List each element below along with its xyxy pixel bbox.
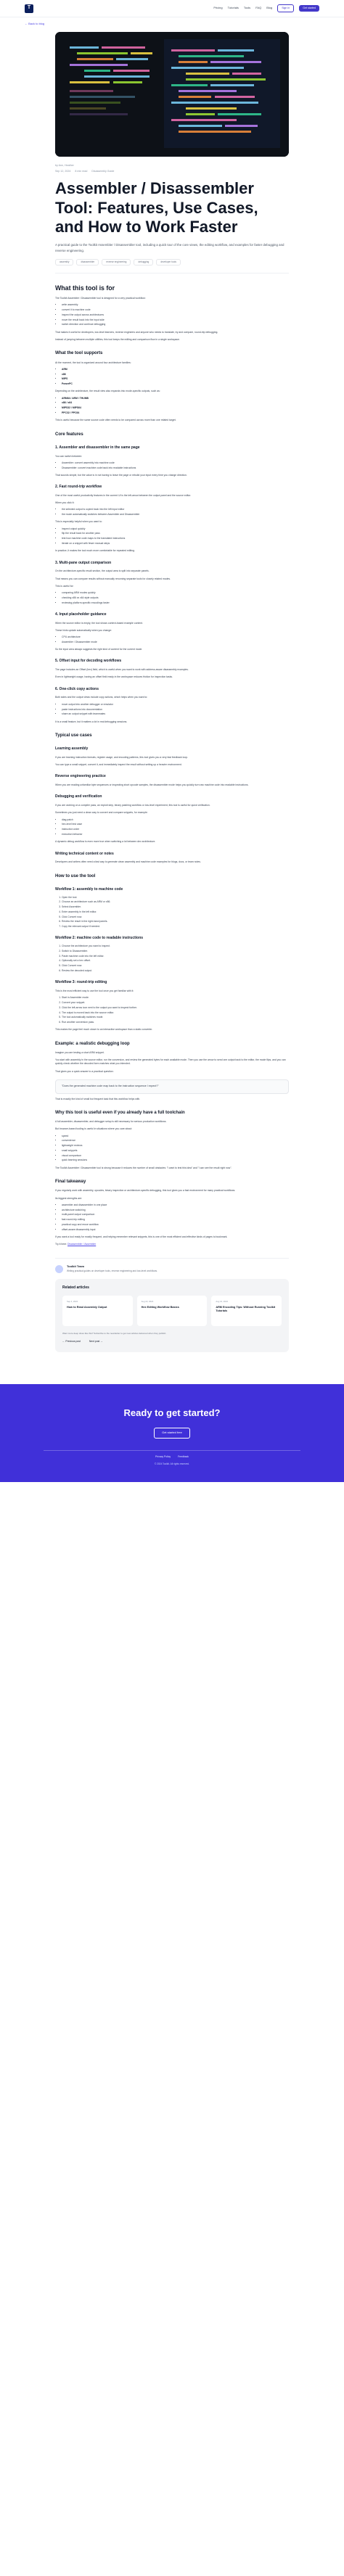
article-category: Disassembly Guide xyxy=(91,169,115,173)
section-heading-supports: What the tool supports xyxy=(55,351,103,356)
list-item: • write assembly xyxy=(62,303,289,307)
list-item: 2. Choose an architecture such as ARM or x86. xyxy=(62,900,289,904)
paragraph: The page includes an Offset (hex) field, which is useful when you want to work with address-aware disassembly examples. xyxy=(55,668,189,672)
list-item: • convert it to machine code xyxy=(62,308,289,312)
code-screen-illustration xyxy=(55,32,289,157)
callout-quote: "Does the generated machine code map back to the instruction sequence I expect?" xyxy=(55,1079,289,1094)
divider xyxy=(44,1450,300,1451)
list-item: • comparing ARM modes quickly xyxy=(62,591,289,595)
list-item: • instruction order xyxy=(62,828,289,831)
paragraph: When you are reading unfamiliar byte sequences or inspecting short opcode samples, the disassembler mode helps you quickly turn raw machine code into readable instructions. xyxy=(55,783,249,787)
paragraph: That sounds simple, but the value is in not having to leave the page or rebuild your input every time you change direction. xyxy=(55,473,187,477)
paragraph: That makes it useful for developers, low-level learners, reverse engineers and anyone who needs to translate, try and compare, round-trip debugging. xyxy=(55,330,218,334)
list-item: 4. Enter assembly in the left editor. xyxy=(62,910,289,914)
list-item: 6. Review the decoded output. xyxy=(62,969,289,973)
related-card[interactable] xyxy=(137,1296,208,1326)
paragraph: The Toolkit Assembler / Disassembler tool is strong because it reduces the number of small obstacles: "I want to test this idea" and "I can see the result right now". xyxy=(55,1166,232,1169)
paragraph: These hints update automatically when you change: xyxy=(55,628,112,632)
card-date: Aug 22, 2024 xyxy=(141,1300,154,1304)
case-heading: Reverse engineering practice xyxy=(55,774,106,779)
feature-heading: 3. Multi-pane output comparison xyxy=(55,560,112,565)
avatar xyxy=(55,1265,63,1273)
list-item: • speed xyxy=(62,1135,289,1138)
bullet-list xyxy=(55,397,289,416)
bullet-list xyxy=(55,368,289,387)
list-item: • the selected output is copied back into the left input editor xyxy=(62,508,289,511)
try-it-prefix: Try it here: xyxy=(55,1243,67,1246)
case-heading: Debugging and verification xyxy=(55,794,102,799)
card-title: Hex Editing Workflow Basics xyxy=(141,1305,179,1309)
list-item: • inspect the output across architectures xyxy=(62,313,289,317)
list-item: • test how machine code maps to the translated instructions xyxy=(62,537,289,540)
paragraph: So the input area always suggests the right kind of content for the current mode. xyxy=(55,648,143,651)
author-box xyxy=(55,1258,289,1272)
paragraph: Its biggest strengths are: xyxy=(55,1196,83,1200)
list-item xyxy=(62,401,289,405)
list-item: 3. Click the left-arrow icon next to the output you want to inspect further. xyxy=(62,1006,289,1010)
related-footnote: Want more deep dives like this? Subscribe to the newsletter to get new articles delivered when they publish. xyxy=(62,1332,167,1336)
list-item: • visual comparison xyxy=(62,1154,289,1158)
list-item xyxy=(62,406,289,410)
list-item-strong: ARM xyxy=(62,367,67,371)
related-heading: Related articles xyxy=(62,1285,89,1290)
bullet-list xyxy=(55,461,289,470)
list-item: • Assembler: convert assembly into machine code xyxy=(62,461,289,465)
nav-link-tools[interactable]: Tools xyxy=(243,6,251,10)
list-item: • CPU architecture xyxy=(62,635,289,639)
author-bio: Writing practical guides on developer tools, reverse engineering and low-level workflows. xyxy=(67,1269,158,1272)
paragraph: You can switch between: xyxy=(55,454,83,458)
feature-heading: 5. Offset input for decoding workflows xyxy=(55,659,122,664)
related-articles xyxy=(55,1279,289,1353)
section-heading-why: Why this tool is useful even if you already have a full toolchain xyxy=(55,1110,185,1115)
paragraph: When the source editor is empty, the tool shows context-based example content. xyxy=(55,621,143,625)
list-item: 4. Optionally set a hex offset. xyxy=(62,959,289,963)
paragraph: Even in lightweight usage, having an offset field ready in the workspace reduces friction for inspection tasks. xyxy=(55,675,173,679)
list-item: 7. Copy the relevant output if needed. xyxy=(62,925,289,929)
cta-footer xyxy=(0,1384,344,1482)
paragraph: In practice, it makes the tool much more comfortable for repeated editing. xyxy=(55,549,135,553)
section-heading-final: Final takeaway xyxy=(55,1180,86,1185)
try-it-line xyxy=(55,1243,289,1246)
section-heading-example: Example: a realistic debugging loop xyxy=(55,1041,130,1046)
list-item: 4. The output is moved back into the source editor. xyxy=(62,1011,289,1015)
card-date: Aug 10, 2024 xyxy=(216,1300,228,1304)
bullet-list xyxy=(55,1135,289,1163)
card-title: ARM Encoding Tips: Without Running Toolkit Tutorials xyxy=(216,1305,276,1312)
list-item-strong: ARM64 / ARM / THUMB xyxy=(62,396,89,400)
get-started-button[interactable]: Get started xyxy=(299,5,319,12)
feature-heading: 2. Fast round-trip workflow xyxy=(55,485,102,490)
related-card[interactable] xyxy=(211,1296,282,1326)
list-item: • Disassembler: convert machine code back into readable instructions xyxy=(62,466,289,470)
list-item: • flip the result back for another pass xyxy=(62,532,289,535)
sign-in-button[interactable]: Sign in xyxy=(277,4,294,12)
list-item-strong: PPC32 / PPC64 xyxy=(62,411,80,414)
paragraph: Sometimes you just need a clean way to convert and compare snippets, for example: xyxy=(55,811,148,815)
list-item xyxy=(62,382,289,386)
paragraph: This is the most efficient way to use the tool once you get familiar with it: xyxy=(55,989,134,993)
list-item-strong: MIPS xyxy=(62,377,68,381)
list-item: • fast round-trip editing xyxy=(62,1218,289,1222)
list-item: 3. Paste machine code into the left editor. xyxy=(62,955,289,958)
article-read-time: 8 min read xyxy=(75,169,88,173)
case-heading: Writing technical content or notes xyxy=(55,851,114,856)
workflow-heading: Workflow 2: machine code to readable instructions xyxy=(55,936,144,941)
list-item: • diag patch xyxy=(62,818,289,822)
list-item: • small snippets xyxy=(62,1149,289,1153)
list-item: 2. Switch to Disassembler. xyxy=(62,950,289,953)
list-item-strong: PowerPC xyxy=(62,382,73,386)
paragraph: When you click it: xyxy=(55,501,75,505)
workflow-heading: Workflow 1: assembly to machine code xyxy=(55,886,123,892)
tag[interactable]: reverse engineering xyxy=(102,259,131,266)
article-date: Sep 12, 2024 xyxy=(55,169,71,173)
bullet-list xyxy=(55,703,289,717)
bullet-list xyxy=(55,635,289,644)
list-item: • iterate on a snippet with fewer manual steps xyxy=(62,542,289,546)
tag[interactable]: debugging xyxy=(134,259,153,266)
paragraph: This makes the page feel much closer to an interactive workspace than a static converter. xyxy=(55,1028,153,1032)
list-item: • move the result back into the input side xyxy=(62,318,289,322)
paragraph: If you are working on a compiler pass, an exploit step, binary patching workflow or low-level experiment, this tool is useful for quick verification. xyxy=(55,804,210,807)
list-item-strong: x86 xyxy=(62,372,66,376)
back-to-blog-link[interactable]: ← Back to blog xyxy=(25,22,45,25)
list-item: • reviewing platform-specific encodings faster xyxy=(62,601,289,605)
next-post-link[interactable]: Next post → xyxy=(89,1340,103,1343)
nav-link-faq[interactable]: FAQ xyxy=(255,6,262,10)
list-item-strong: x86 / x64 xyxy=(62,401,73,405)
paragraph: Both sides and the output views include copy actions, which helps when you want to: xyxy=(55,696,148,699)
tag-list xyxy=(55,259,289,266)
list-item xyxy=(62,411,289,415)
article-title: Assembler / Disassembler Tool: Features, Use Cases, and How to Work Faster xyxy=(55,179,258,236)
paragraph: A dynamic debug workflow is even more true when switching a lot between dev architecture. xyxy=(55,840,156,844)
list-item-strong: MIPS32 / MIPS64 xyxy=(62,406,81,410)
paragraph: This is especially helpful when you want to: xyxy=(55,520,102,524)
paragraph: If you are learning instruction formats, register usage, and encoding patterns, this tool gives you a very fast feedback loop. xyxy=(55,755,189,759)
paragraph: You start with assembly in the source editor, run the conversion, and review the generated bytes for each available mode. Then you use the arrow to send one output back to the editor, the mode flips, and you can quickly check whether the decoded form matches what you intended. xyxy=(55,1058,286,1066)
article-intro: A practical guide to the Toolkit Assembler / Disassembler tool, including a quick tour of the core views, the editing workflow, and examples for faster debugging and reverse engineering. xyxy=(55,243,284,252)
numbered-list xyxy=(55,945,289,973)
related-card[interactable] xyxy=(62,1296,133,1326)
nav-link-blog[interactable]: Blog xyxy=(266,6,273,10)
bullet-list xyxy=(55,818,289,837)
tool-link[interactable]: Disassembler / Assembler xyxy=(67,1243,97,1246)
copyright: © 2024 Toolkit. All rights reserved. xyxy=(154,1462,190,1465)
card-title: How to Read Assembly Output xyxy=(67,1305,107,1309)
tag[interactable]: developer tools xyxy=(156,259,181,266)
list-item: 2. Convert your snippet. xyxy=(62,1001,289,1005)
list-item: • assembler and disassembler in one place xyxy=(62,1203,289,1207)
paragraph: At the moment, the tool is organized around four architecture families: xyxy=(55,361,131,364)
list-item: • move output into another debugger or emulator xyxy=(62,703,289,707)
list-item: • switch direction and continue debugging xyxy=(62,323,289,326)
paragraph: This is useful because the same source code often needs to be compared across more than one related target. xyxy=(55,419,176,422)
list-item: 1. Start in Assembler mode. xyxy=(62,996,289,1000)
list-item: • architecture switching xyxy=(62,1209,289,1212)
paragraph: It is a small feature, but it matters a lot in real debugging sessions. xyxy=(55,720,128,723)
section-heading-howto: How to use the tool xyxy=(55,873,96,878)
feature-heading: 6. One-click copy actions xyxy=(55,686,99,691)
logo[interactable]: T xyxy=(25,4,33,13)
list-item: • multi-panel output comparison xyxy=(62,1213,289,1217)
list-item: 5. Click Convert now. xyxy=(62,915,289,919)
list-item: • offset-aware disassembly input xyxy=(62,1228,289,1232)
nav-link-pricing[interactable]: Pricing xyxy=(213,6,223,10)
list-item: • quick learning sessions xyxy=(62,1159,289,1162)
top-navigation xyxy=(0,0,344,17)
paragraph: That gives you a quick answer to a practical question: xyxy=(55,1069,114,1073)
bullet-list xyxy=(55,508,289,517)
list-item: 1. Choose the architecture you want to inspect. xyxy=(62,945,289,948)
tag[interactable]: assembly xyxy=(55,259,73,266)
section-heading-what: What this tool is for xyxy=(55,284,115,292)
previous-post-link[interactable]: ← Previous post xyxy=(62,1340,81,1343)
paragraph: This is useful for: xyxy=(55,584,74,588)
paragraph: On the architecture-specific result section, the output area is split into separate panels. xyxy=(55,569,150,573)
list-item: • the mode automatically switches between Assembler and Disassembler xyxy=(62,513,289,517)
card-date: Sep 4, 2024 xyxy=(67,1300,78,1304)
tag[interactable]: disassembler xyxy=(76,259,99,266)
cta-get-started-button[interactable]: Get started free xyxy=(154,1428,190,1438)
paragraph: That is exactly the kind of small but frequent task that this workflow helps with. xyxy=(55,1097,141,1100)
numbered-list xyxy=(55,896,289,929)
bullet-list xyxy=(55,1203,289,1232)
list-item: 1. Open the tool. xyxy=(62,896,289,900)
article xyxy=(55,32,289,1352)
list-item: 5. Click Convert now. xyxy=(62,964,289,968)
list-item xyxy=(62,368,289,371)
paragraph: Developers and writers often need a fast way to generate clean assembly and machine code examples for blogs, docs, or team notes. xyxy=(55,860,201,864)
list-item: • paste instructions into documentation xyxy=(62,708,289,712)
list-item: • checking x86 vs x64 style outputs xyxy=(62,596,289,600)
nav-link-tutorials[interactable]: Tutorials xyxy=(227,6,239,10)
list-item xyxy=(62,373,289,376)
feature-heading: 1. Assembler and disassembler in the same page xyxy=(55,445,140,450)
list-item: • inspect output quickly xyxy=(62,527,289,531)
section-heading-cases: Typical use cases xyxy=(55,733,92,738)
bullet-list xyxy=(55,527,289,546)
paragraph: Imagine you are testing a short ARM snippet. xyxy=(55,1050,105,1054)
paragraph: Instead of jumping between multiple utilities, this tool keeps the editing and comparison flow in a single workspace. xyxy=(55,338,180,342)
numbered-list xyxy=(55,996,289,1024)
paragraph: That means you can compare results without manually rerunning separate tools for closely related modes. xyxy=(55,577,171,580)
list-item xyxy=(62,377,289,381)
article-meta xyxy=(55,164,289,173)
article-author: by Ann, Heather xyxy=(55,164,74,168)
author-name: Toolkit Team xyxy=(67,1264,85,1269)
list-item: 5. The tool automatically switches mode. xyxy=(62,1016,289,1019)
bullet-list xyxy=(55,303,289,326)
list-item: • practical copy and reuse workflow xyxy=(62,1223,289,1227)
list-item: • share an output snippet with teammates xyxy=(62,712,289,716)
list-item: • lightweight reviews xyxy=(62,1144,289,1148)
section-heading-core: Core features xyxy=(55,432,83,437)
paragraph: But browser-based tooling is useful in situations where you care about: xyxy=(55,1127,133,1131)
cta-title: Ready to get started? xyxy=(123,1407,221,1419)
list-item: • execution behavior xyxy=(62,833,289,836)
hero-image xyxy=(55,32,289,157)
case-heading: Learning assembly xyxy=(55,746,89,752)
list-item xyxy=(62,397,289,400)
paragraph: A full assembler, disassembler, and debugger setup is still necessary for serious production workflows. xyxy=(55,1120,167,1124)
paragraph: Depending on the architecture, the result view also expands into mode-specific outputs, such as: xyxy=(55,390,160,393)
workflow-heading: Workflow 3: round-trip editing xyxy=(55,980,107,985)
feature-heading: 4. Input placeholder guidance xyxy=(55,612,107,617)
paragraph: If you want a tool ready for mostly frequent, and helping remember relevant snippets, this is one of the most efficient and effective kinds of pages to bookmark. xyxy=(55,1235,228,1238)
list-item: • Assembler / Disassembler mode xyxy=(62,641,289,644)
list-item: 6. Review the result in the right-hand panels. xyxy=(62,920,289,923)
paragraph: One of the most useful productivity features in the current UI is the left-arrow between the output panel and the source editor. xyxy=(55,493,192,497)
paragraph: If you regularly work with assembly, opcodes, binary inspection or architecture-specific debugging, this tool gives you a fast environment for many practical workflows. xyxy=(55,1189,236,1193)
list-item: 3. Select Assembler. xyxy=(62,905,289,909)
paragraph: The Toolkit Assembler / Disassembler tool is designed for a very practical workflow: xyxy=(55,297,146,300)
list-item: • hex-level test case xyxy=(62,823,289,826)
footer-link-privacy[interactable]: Privacy Policy xyxy=(155,1454,171,1458)
nav-links xyxy=(213,4,319,12)
list-item: 6. Run another conversion pass. xyxy=(62,1021,289,1024)
paragraph: You can type a small snippet, convert it, and immediately inspect the result without setting up a heavier environment. xyxy=(55,763,182,767)
footer-link-feedback[interactable]: Feedback xyxy=(178,1454,189,1458)
bullet-list xyxy=(55,591,289,605)
list-item: • convenience xyxy=(62,1139,289,1143)
